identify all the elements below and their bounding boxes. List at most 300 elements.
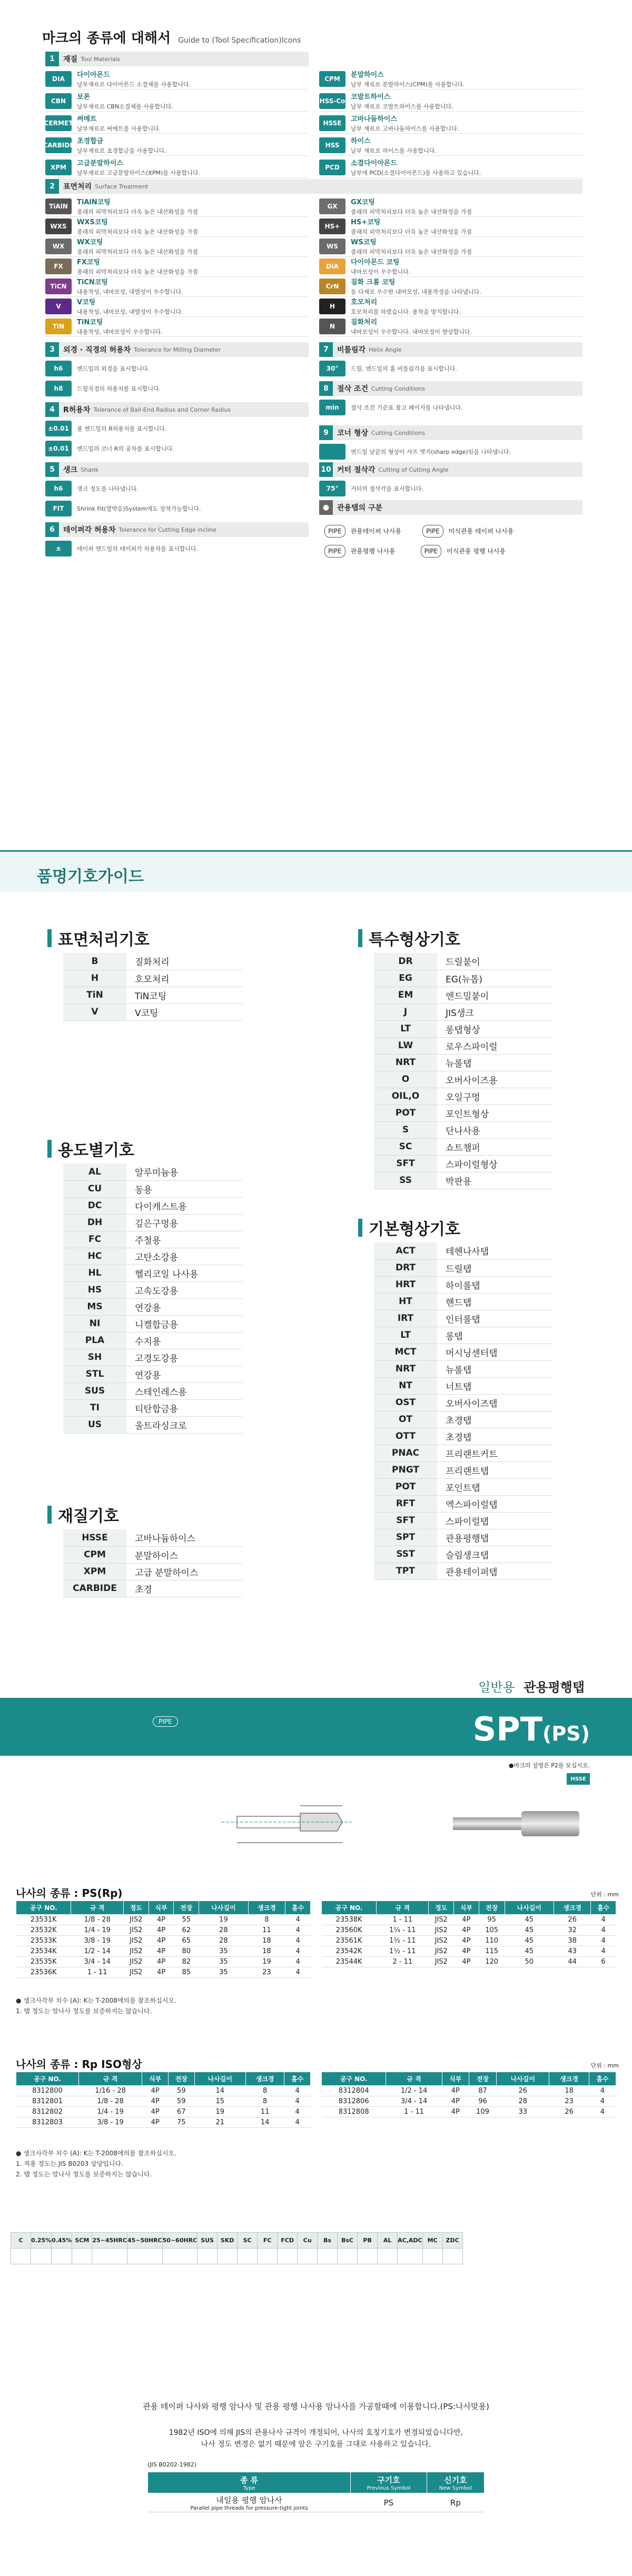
item-desc: 종래의 피막처리보다 더욱 높은 내산화성을 가짐 [351,248,472,255]
table-cell: JIS2 [123,1946,149,1957]
code-meaning: 테헨나사탭 [437,1242,553,1259]
table-cell: JIS2 [429,1946,454,1957]
guide-subtitle: Guide to (Tool Specification)Icons [178,36,301,45]
column-header: 나사길이 [199,1901,248,1915]
item-text [77,216,198,236]
capability-cell [422,2249,442,2264]
usage-line [0,2401,632,2412]
table-cell: 4P [142,2096,169,2107]
th-type-en: Type [243,2485,255,2491]
code-row [63,970,242,987]
table-cell: 4P [442,2107,469,2117]
table-row [322,1957,616,1967]
table-cell: 23531K [16,1915,71,1925]
table-row [16,1936,311,1946]
code-row [63,1416,242,1433]
table-cell: 109 [469,2107,496,2117]
item-text [77,296,183,316]
item-text [351,157,481,177]
item-text [351,135,437,155]
icon-item [45,68,309,89]
icon-item [45,216,309,237]
section-shank [45,462,309,477]
item-desc: 종래의 피막처리보다 더욱 높은 내산화성을 가짐 [77,268,199,275]
item-text [77,276,183,296]
section-num: 10 [319,462,333,477]
code-row [374,1394,553,1411]
code-symbol: NRT [374,1054,437,1071]
icon-item [319,135,582,156]
code-row [374,1138,553,1155]
column-header: 식부 [149,1901,174,1915]
table-cell: 62 [174,1925,199,1936]
code-row [63,1298,242,1315]
usage-code-table [63,1163,242,1434]
code-row [374,1344,553,1360]
table-cell: 45 [505,1915,554,1925]
code-meaning: 고경도강용 [126,1349,242,1366]
code-symbol: OIL,O [374,1088,437,1105]
table-cell: 65 [174,1936,199,1946]
table-cell: 35 [199,1957,248,1967]
tap-diagram [216,1790,416,1858]
item-desc: 내용착성, 내마모성, 내열성이 우수합니다. [77,289,183,295]
code-row [374,1003,553,1020]
capability-material: 0.25% [31,2233,52,2249]
section-en: Tolerance for Milling Diameter [134,346,221,353]
table-cell: 23533K [16,1936,71,1946]
code-meaning: 쇼트챔퍼 [437,1138,553,1155]
table-cell: 4 [285,1925,311,1936]
capability-material: SUS [197,2233,218,2249]
table-row [16,1946,311,1957]
capability-material: FCD [278,2233,298,2249]
td-type [148,2493,351,2512]
table-cell: 23560K [322,1925,377,1936]
item-text [351,276,481,296]
table-cell: 80 [174,1946,199,1957]
section-num: 6 [45,522,59,537]
table-cell: JIS2 [123,1925,149,1936]
table-cell: 23536K [16,1967,71,1978]
code-row [63,1563,242,1580]
item-desc: Shrink Fit(열박음)System에도 장착가능합니다. [77,505,201,512]
icon-item [319,358,582,379]
spec-badge-icon: CARBIDE [45,137,72,153]
table-cell: 26 [497,2086,549,2096]
capability-cell [52,2249,72,2264]
code-meaning: V코팅 [126,1003,242,1020]
spec-badge-icon: TiCN [45,279,72,294]
section-corner [319,425,582,440]
code-symbol: CARBIDE [63,1580,126,1597]
pipe-tag: PIPE [153,1716,178,1727]
item-desc: 내용착성, 내마모성이 우수합니다. [77,329,163,335]
table-cell: 50 [505,1957,554,1967]
item-text [77,91,173,111]
th-prev [351,2472,427,2493]
column-header: 생크경 [549,2072,589,2086]
item-desc: 종래의 피막처리보다 더욱 높은 내산화성을 가짐 [351,208,472,215]
table-cell: 23532K [16,1925,71,1936]
item-desc: 날부에 PCD(소결다이아몬드)를 사용하고 있습니다. [351,170,481,176]
pipe-tag: PIPE [422,525,443,538]
code-row [374,1327,553,1344]
guide-title [42,27,301,47]
code-symbol: ACT [374,1242,437,1259]
item-desc: 종래의 피막처리보다 더욱 높은 내산화성을 가짐 [77,248,199,255]
capability-material: ZDC [442,2233,462,2249]
td-prev: PS [351,2493,427,2512]
item-desc: 볼 엔드밀의 R허용치를 표시합니다. [77,425,167,432]
table1-right [321,1901,616,1967]
code-row [63,1163,242,1180]
table-cell: 26 [549,2107,589,2117]
table-header [322,2072,616,2086]
code-symbol: POT [374,1478,437,1495]
code-meaning: 슬림생크탭 [437,1546,553,1563]
icon-item [45,157,309,178]
section-title: 외경 · 직경의 허용차 [63,346,131,354]
table-cell: 4 [589,2107,616,2117]
table-cell: 23542K [322,1946,377,1957]
capability-material: 0.45% [52,2233,72,2249]
table-cell: 4P [149,1936,174,1946]
table-cell: 4 [284,2117,311,2128]
table-cell: 18 [248,1936,285,1946]
table-cell: 8 [245,2096,284,2107]
table-cell: JIS2 [123,1936,149,1946]
table-cell: 55 [174,1915,199,1925]
td-type-ko: 내일용 평행 암나사 [216,2495,282,2505]
code-symbol: OTT [374,1428,437,1445]
tap-photo [442,1801,590,1848]
code-row [374,1512,553,1529]
icon-item [319,276,582,297]
code-meaning: 관용평행탭 [437,1529,553,1546]
column-header: 나사길이 [497,2072,549,2086]
code-symbol: EM [374,987,437,1003]
table-cell: 11 [248,1925,285,1936]
code-row [374,1461,553,1478]
table-row [16,1957,311,1967]
code-symbol: LW [374,1037,437,1054]
spec-badge-icon: ± [45,541,72,556]
th-prev-ko: 구기호 [377,2475,400,2485]
item-desc: 내용착성, 내마모성, 내열성이 우수합니다. [77,309,183,315]
capability-material: FC [258,2233,278,2249]
symbol-table [147,2472,485,2512]
section-taper [45,522,309,537]
th-new-en: New Symbol [439,2485,472,2491]
spec-badge-icon: min [319,400,345,415]
code-meaning: 머시닝센터탭 [437,1344,553,1360]
table-row [322,1946,616,1957]
icon-item [45,358,309,379]
item-desc: 생크 정도를 나타냅니다. [77,485,139,492]
note-line: 1. 탭 정도는 암나사 정도를 보증하지는 않습니다. [16,2007,152,2015]
th-type [148,2472,351,2493]
table-cell: 26 [554,1915,590,1925]
table-cell: 19 [194,2107,245,2117]
table-cell: 38 [554,1936,590,1946]
section-num: 4 [45,402,59,417]
code-row [63,1180,242,1197]
item-desc: 내마모성이 우수합니다. [351,268,411,275]
section-title: 절삭 조건 [337,385,368,393]
item-desc: 날부 재료로 고바나듐하이스를 사용합니다. [351,125,459,132]
usage-code-title: 용도별기호 [47,1137,134,1160]
capability-material: AC,ADC [398,2233,422,2249]
code-symbol: SS [374,1172,437,1189]
code-symbol: S [374,1121,437,1138]
code-symbol: HSSE [63,1529,126,1546]
code-row [374,1310,553,1327]
code-meaning: 티탄합금용 [126,1399,242,1416]
table-cell: 4 [589,2096,616,2107]
spec-badge-icon: N [319,319,345,334]
code-meaning: 포인트형상 [437,1105,553,1121]
column-header: 규 격 [78,2072,142,2086]
spec-badge-icon: HSSE [319,115,345,131]
section-num: 8 [319,381,333,396]
section-num: 7 [319,342,333,357]
table-cell: 35 [199,1967,248,1978]
table-cell: 4P [454,1925,479,1936]
table-cell: 67 [168,2107,194,2117]
table-cell: 4P [442,2096,469,2107]
table2-title: 나사의 종류 : Rp ISO형상 [16,2058,142,2071]
table-cell: 43 [554,1946,590,1957]
spec-badge-icon: 30° [319,361,345,376]
code-row [63,1383,242,1399]
column-header: 전장 [174,1901,199,1915]
code-row [374,1121,553,1138]
table-row [322,2107,616,2117]
code-symbol: PNAC [374,1445,437,1461]
capability-material: PB [358,2233,378,2249]
column-header: 전장 [168,2072,194,2086]
code-symbol: US [63,1416,126,1433]
table1-left [16,1901,311,1978]
pipe-legend [324,521,514,561]
table-cell: 1/8 - 28 [71,1915,124,1925]
table-cell: 8312802 [16,2107,79,2117]
code-symbol: CPM [63,1546,126,1563]
special-code-table [374,953,553,1189]
spec-badge-icon: FX [45,258,72,274]
spec-badge-icon: CPM [319,71,345,87]
item-text [77,157,200,177]
pipe-tag: PIPE [324,545,345,558]
code-symbol: SUS [63,1383,126,1399]
table-cell: 4P [454,1957,479,1967]
icon-item [45,438,309,459]
table2-left [16,2072,311,2128]
code-row [374,1276,553,1293]
item-text [351,216,472,236]
item-title: V코팅 [77,299,96,306]
table-cell: 23561K [322,1936,377,1946]
item-title: 다이아몬드 [77,71,110,79]
code-symbol: STL [63,1366,126,1383]
code-row [374,1546,553,1563]
spec-badge-icon: ±0.01 [45,441,72,456]
code-meaning: 엔드밀붙이 [437,987,553,1003]
column-header: 생크경 [245,2072,284,2086]
code-symbol: LT [374,1020,437,1037]
table-cell: 4 [285,1936,311,1946]
table-cell: 4 [591,1946,616,1957]
note-line: 2. 탭 정도는 암나사 정도를 보증하지는 않습니다. [16,2171,152,2178]
section-num: 2 [45,179,59,194]
table-cell: 28 [199,1936,248,1946]
item-text [77,196,198,216]
capability-cell [31,2249,52,2264]
item-desc: 날부재료로 CBN소결체를 사용합니다. [77,103,173,110]
item-title: WX코팅 [77,238,103,246]
section-en: Shank [81,466,99,473]
icon-item [319,196,582,217]
code-row [63,953,242,970]
code-symbol: AL [63,1163,126,1180]
code-symbol: OST [374,1394,437,1411]
code-symbol: EG [374,970,437,987]
item-title: 분말하이스 [351,71,384,79]
item-title: 고바나듐하이스 [351,115,397,123]
icon-item [319,478,582,499]
column-header: 식부 [442,2072,469,2086]
table-cell: 3/4 - 14 [71,1957,124,1967]
code-meaning: 드릴탭 [437,1259,553,1276]
code-row [63,1003,242,1020]
pipe-desc: 미식관용 테이퍼 나사용 [448,528,514,535]
table-cell: 14 [194,2086,245,2096]
code-meaning: 동용 [126,1180,242,1197]
item-title: 고급분말하이스 [77,160,123,167]
capability-cell [278,2249,298,2264]
table-cell: 105 [479,1925,505,1936]
table-cell: 87 [469,2086,496,2096]
item-title: 소결다이아몬드 [351,160,397,167]
item-desc: 호모처리를 하였습니다. 용착을 방지합니다. [351,309,461,315]
capability-cell [378,2249,398,2264]
section-num: ● [319,500,333,515]
table-cell: 32 [554,1925,590,1936]
code-row [374,1411,553,1428]
code-row [374,1105,553,1121]
table-cell: 45 [505,1936,554,1946]
icon-item [319,236,582,257]
item-title: WS코팅 [351,238,377,246]
table-cell: 95 [479,1915,505,1925]
section-title: 테이퍼각 허용차 [63,526,116,534]
table-cell: JIS2 [429,1915,454,1925]
table-row [16,2086,311,2096]
capability-material: 25~45HRC [92,2233,127,2249]
table-cell: 1/4 - 19 [78,2107,142,2117]
code-symbol: FC [63,1231,126,1248]
item-title: 초경합금 [77,137,104,145]
spec-badge-icon: CERMET [45,115,72,131]
code-meaning: 단나사용 [437,1121,553,1138]
code-meaning: 고급 분말하이스 [126,1563,242,1580]
code-meaning: TiN코팅 [126,987,242,1003]
spec-badge-icon: CrN [319,279,345,294]
table-cell: 59 [168,2096,194,2107]
code-meaning: 깊은구멍용 [126,1214,242,1231]
section-helix [319,342,582,357]
code-row [374,1529,553,1546]
spec-badge-icon: WX [45,238,72,254]
code-meaning: 프리랜트커트 [437,1445,553,1461]
item-title: 보론 [77,93,91,101]
pipe-tag: PIPE [324,525,345,538]
icon-item [45,538,309,559]
code-row [374,1428,553,1445]
pipe-desc: 미식관용 평행 나사용 [447,548,506,555]
std-ref: (JIS B0202-1982) [147,2461,197,2468]
item-title: 호모처리 [351,299,378,306]
item-title: 하이스 [351,137,371,145]
icon-item [319,91,582,112]
table-cell: 23544K [322,1957,377,1967]
icon-item [45,378,309,399]
spec-badge-icon: H [319,299,345,314]
code-meaning: 핸드탭 [437,1293,553,1310]
code-row [374,1445,553,1461]
th-new-ko: 신기호 [444,2475,467,2485]
column-header: 식부 [142,2072,169,2086]
table-cell: 4 [284,2107,311,2117]
table-cell: 3/8 - 19 [78,2117,142,2128]
code-row [374,1495,553,1512]
item-desc: 내마모성이 우수합니다. 내마모성이 향상합니다. [351,329,472,335]
code-meaning: 고속도강용 [126,1281,242,1298]
code-symbol: HT [374,1293,437,1310]
spec-badge-icon: GX [319,198,345,214]
code-row [374,1360,553,1377]
column-header: 공구 NO. [322,2072,386,2086]
table-cell: 4 [285,1915,311,1925]
table-row [16,2107,311,2117]
table-cell: 4P [149,1946,174,1957]
th-prev-en: Previous Symbol [367,2485,411,2491]
code-symbol: NRT [374,1360,437,1377]
note-line: 1. 적용 정도는 JIS B0203 상당입니다. [16,2160,123,2167]
table-row [16,1925,311,1936]
column-header: 식부 [454,1901,479,1915]
surface-code-title: 표면처리기호 [47,927,150,950]
code-meaning: 오버사이즈용 [437,1071,553,1088]
spec-badge-icon: FIT [45,501,72,516]
icon-item [319,256,582,277]
table-cell: 4P [454,1915,479,1925]
column-header: 공구 NO. [16,1901,71,1915]
item-title: TiAlN코팅 [77,198,111,206]
section-cutter-angle [319,462,582,477]
code-row [63,1546,242,1563]
code-row [374,1020,553,1037]
code-symbol: SC [374,1138,437,1155]
code-meaning: 수지용 [126,1332,242,1349]
code-symbol: OT [374,1411,437,1428]
column-header: 홈수 [591,1901,616,1915]
code-symbol: PLA [63,1332,126,1349]
code-meaning: 스파이럴형상 [437,1155,553,1172]
code-symbol: XPM [63,1563,126,1580]
code-row [63,1529,242,1546]
